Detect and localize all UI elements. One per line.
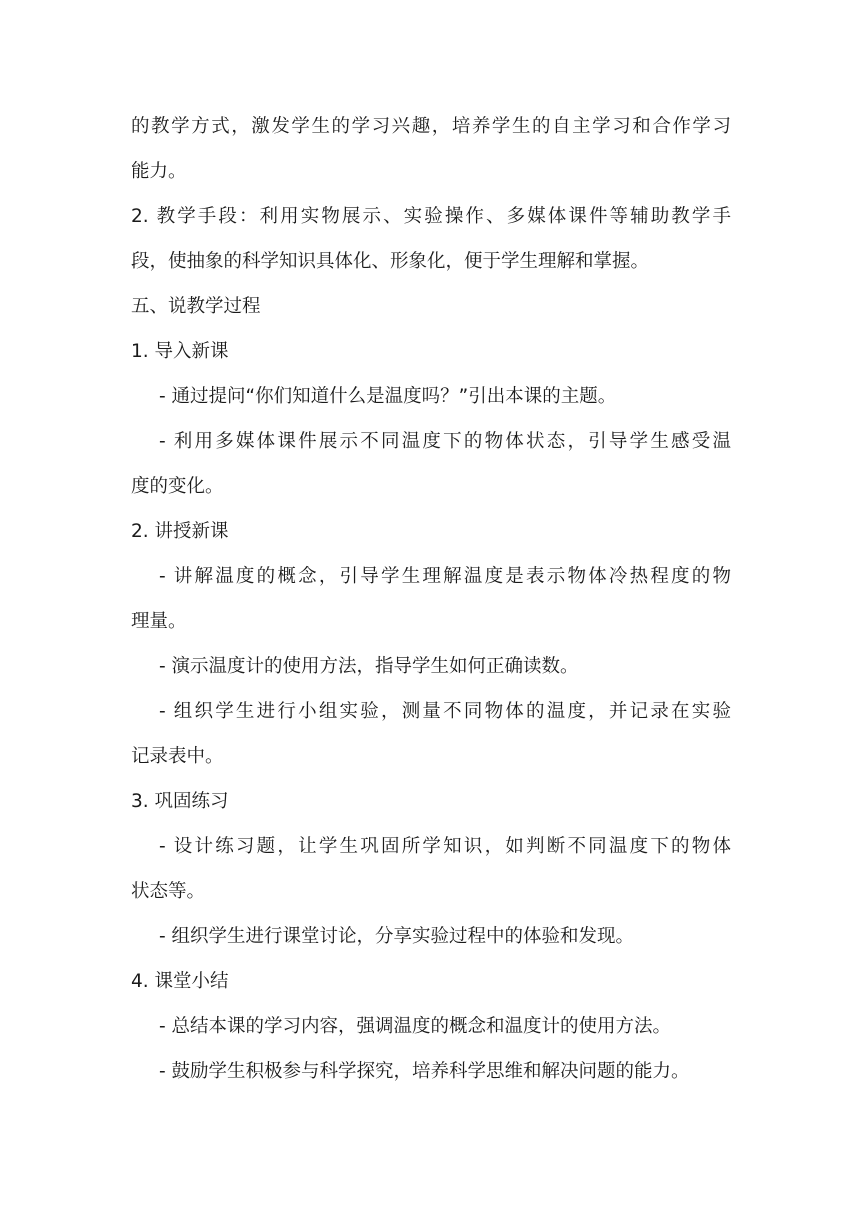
- bullet-line: - 总结本课的学习内容，强调温度的概念和温度计的使用方法。: [159, 1016, 672, 1037]
- text-line: 状态等。: [131, 881, 206, 902]
- subsection-heading: 4. 课堂小结: [131, 971, 229, 992]
- text-line: 能力。: [131, 161, 187, 182]
- subsection-heading: 2. 讲授新课: [131, 521, 229, 542]
- bullet-line: - 鼓励学生积极参与科学探究，培养科学思维和解决问题的能力。: [159, 1061, 690, 1082]
- bullet-line: - 通过提问“你们知道什么是温度吗？”引出本课的主题。: [159, 386, 617, 407]
- text-line: 段，使抽象的科学知识具体化、形象化，便于学生理解和掌握。: [131, 251, 650, 272]
- text-line: 度的变化。: [131, 476, 224, 497]
- text-line: 理量。: [131, 611, 187, 632]
- bullet-line: - 设计练习题，让学生巩固所学知识，如判断不同温度下的物体: [159, 836, 731, 857]
- subsection-heading: 1. 导入新课: [131, 341, 229, 362]
- text-line: 的教学方式，激发学生的学习兴趣，培养学生的自主学习和合作学习: [131, 116, 731, 137]
- bullet-line: - 组织学生进行课堂讨论，分享实验过程中的体验和发现。: [159, 926, 635, 947]
- text-line: 2. 教学手段：利用实物展示、实验操作、多媒体课件等辅助教学手: [131, 206, 731, 227]
- text-line: 记录表中。: [131, 746, 224, 767]
- bullet-line: - 利用多媒体课件展示不同温度下的物体状态，引导学生感受温: [159, 431, 731, 452]
- bullet-line: - 讲解温度的概念，引导学生理解温度是表示物体冷热程度的物: [159, 566, 731, 587]
- bullet-line: - 组织学生进行小组实验，测量不同物体的温度，并记录在实验: [159, 701, 731, 722]
- section-heading: 五、说教学过程: [131, 296, 261, 317]
- bullet-line: - 演示温度计的使用方法，指导学生如何正确读数。: [159, 656, 579, 677]
- subsection-heading: 3. 巩固练习: [131, 791, 229, 812]
